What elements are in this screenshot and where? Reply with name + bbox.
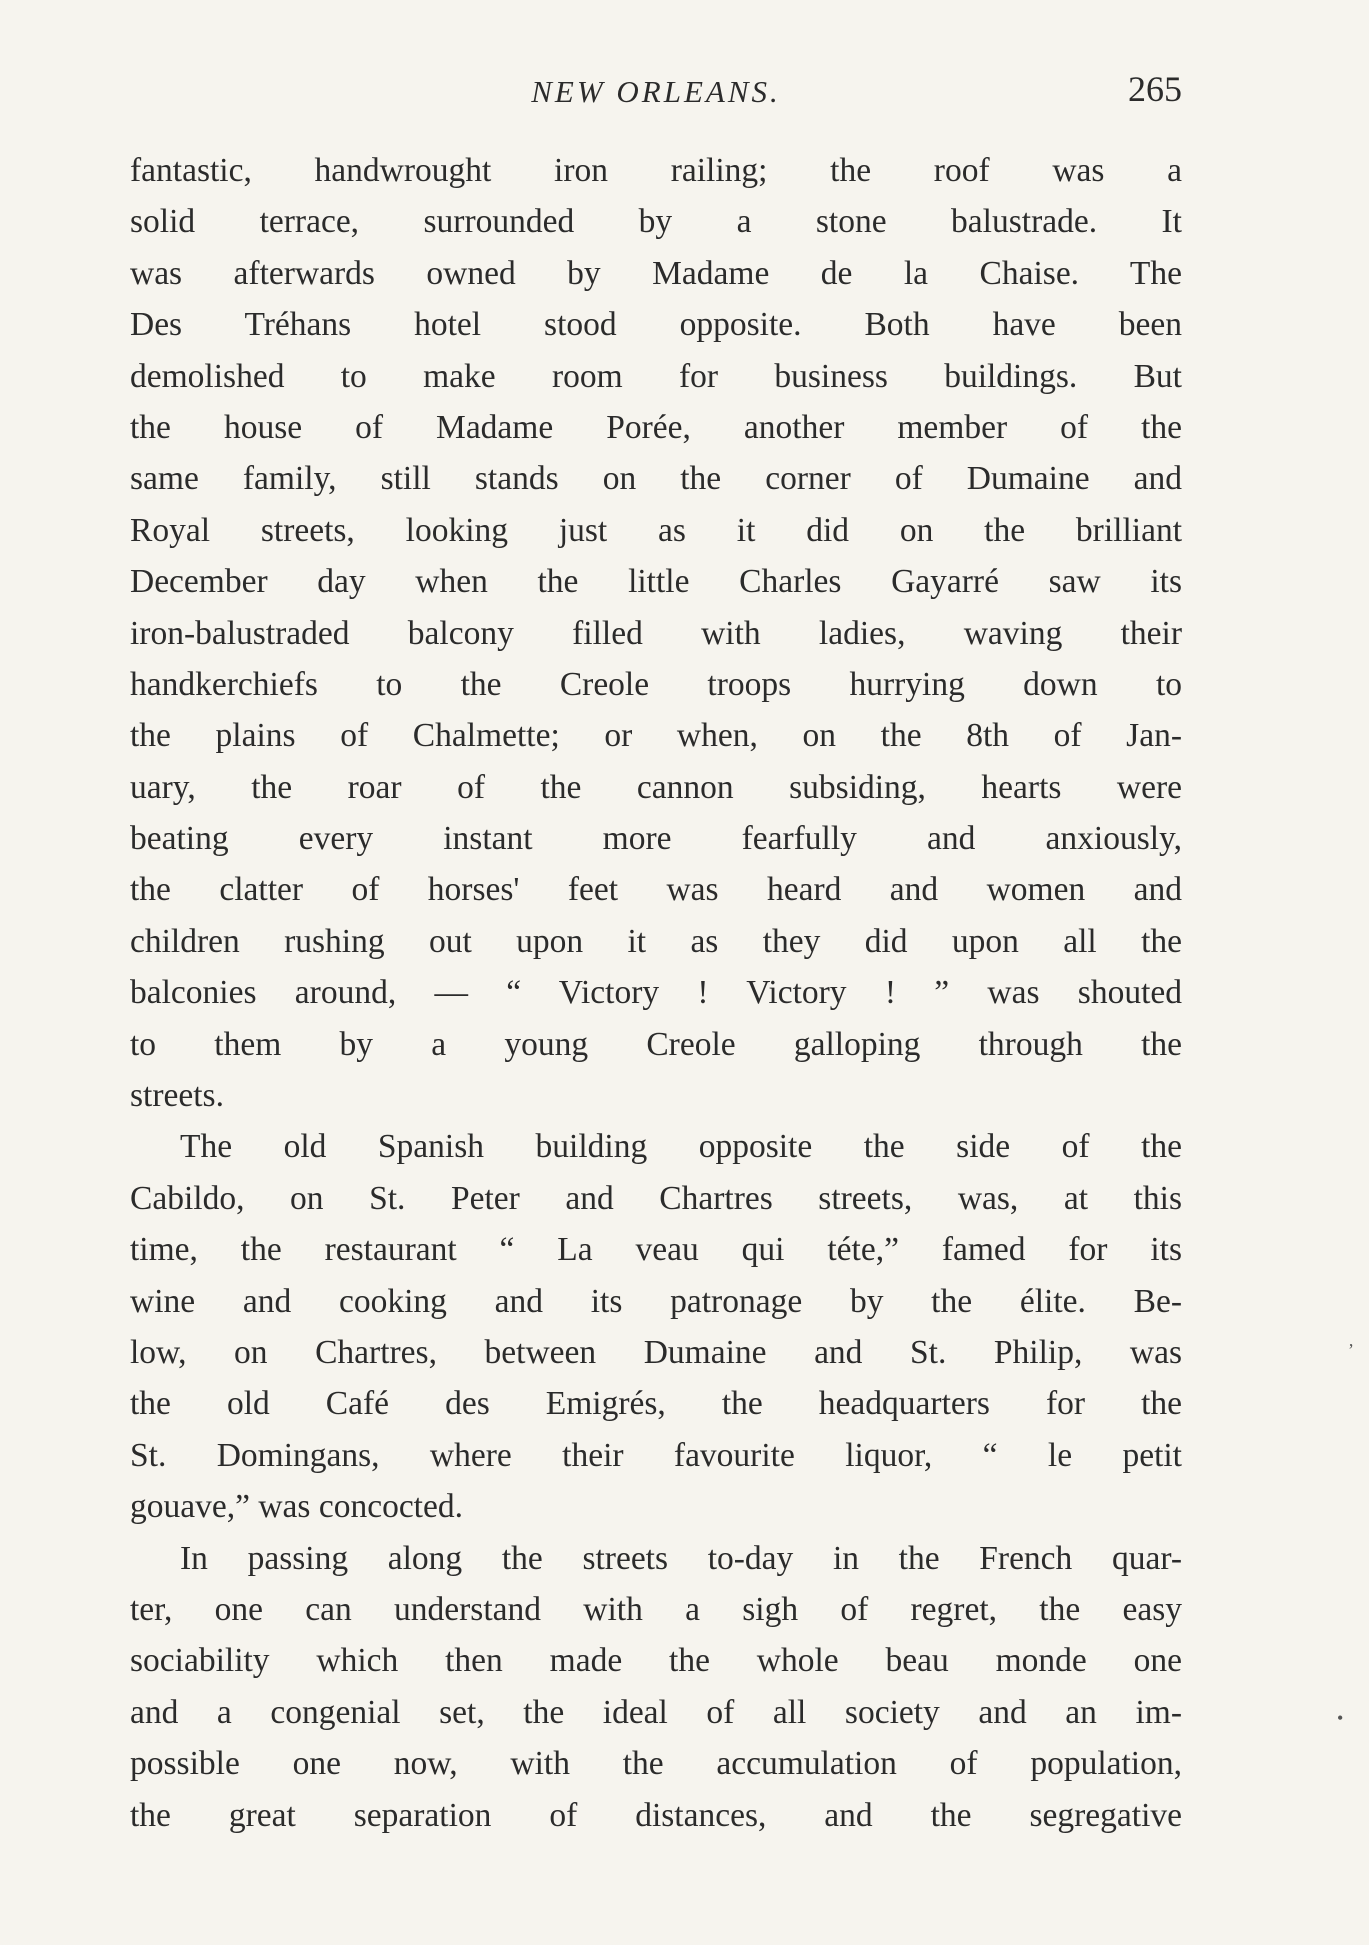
margin-speck: ‚ <box>1348 1330 1354 1350</box>
text-line: the great separation of distances, and the segregative <box>130 1796 1182 1834</box>
margin-speck: • <box>1337 1708 1344 1728</box>
running-title: NEW ORLEANS. <box>531 74 781 109</box>
text-line: Royal streets, looking just as it did on the brilliant <box>130 511 1182 549</box>
text-line: same family, still stands on the corner of Dumaine and <box>130 460 1182 498</box>
text-line: children rushing out upon it as they did upon all the <box>130 922 1182 960</box>
text-line: ter, one can understand with a sigh of regret, the easy <box>130 1590 1182 1628</box>
text-line: solid terrace, surrounded by a stone balustrade. It <box>130 203 1182 241</box>
text-line: the clatter of horses' feet was heard and women and <box>130 871 1182 909</box>
text-line: Des Tréhans hotel stood opposite. Both have been <box>130 306 1182 344</box>
paragraph <box>130 1533 1182 1841</box>
text-line: demolished to make room for business buildings. But <box>130 357 1182 395</box>
text-line: fantastic, handwrought iron railing; the roof was a <box>130 152 1182 189</box>
text-line: low, on Chartres, between Dumaine and St. Philip, was <box>130 1333 1182 1371</box>
text-line: beating every instant more fearfully and anxiously, <box>130 820 1182 858</box>
text-line: uary, the roar of the cannon subsiding, hearts were <box>130 768 1182 806</box>
page-number: 265 <box>1128 69 1182 109</box>
text-line: balconies around, — “ Victory ! Victory ! ” was shouted <box>130 974 1182 1012</box>
text-line: was afterwards owned by Madame de la Chaise. The <box>130 254 1182 292</box>
text-line: the house of Madame Porée, another member of the <box>130 408 1182 446</box>
text-line: Cabildo, on St. Peter and Chartres streets, was, at this <box>130 1179 1182 1217</box>
text-line: possible one now, with the accumulation of population, <box>130 1745 1182 1783</box>
text-line: iron-balustraded balcony filled with ladies, waving their <box>130 614 1182 652</box>
text-line: to them by a young Creole galloping through the <box>130 1025 1182 1063</box>
text-line: December day when the little Charles Gayarré saw its <box>130 563 1182 601</box>
paragraph <box>130 145 1182 1121</box>
text-line: St. Domingans, where their favourite liquor, “ le petit <box>130 1436 1182 1474</box>
text-line: streets. <box>130 1077 224 1115</box>
running-head <box>130 68 1182 118</box>
text-line: time, the restaurant “ La veau qui téte,” famed for its <box>130 1231 1182 1269</box>
text-line: sociability which then made the whole beau monde one <box>130 1642 1182 1680</box>
text-line: gouave,” was concocted. <box>130 1488 463 1526</box>
text-line: The old Spanish building opposite the side of the <box>180 1128 1182 1166</box>
text-line: handkerchiefs to the Creole troops hurrying down to <box>130 665 1182 703</box>
text-line: wine and cooking and its patronage by the élite. Be- <box>130 1282 1182 1320</box>
text-line: In passing along the streets to-day in the French quar- <box>180 1539 1182 1577</box>
body-text <box>130 145 1182 1841</box>
text-line: and a congenial set, the ideal of all society and an im- <box>130 1693 1182 1731</box>
paragraph <box>130 1121 1182 1532</box>
text-line: the old Café des Emigrés, the headquarters for the <box>130 1385 1182 1423</box>
text-line: the plains of Chalmette; or when, on the 8th of Jan- <box>130 717 1182 755</box>
